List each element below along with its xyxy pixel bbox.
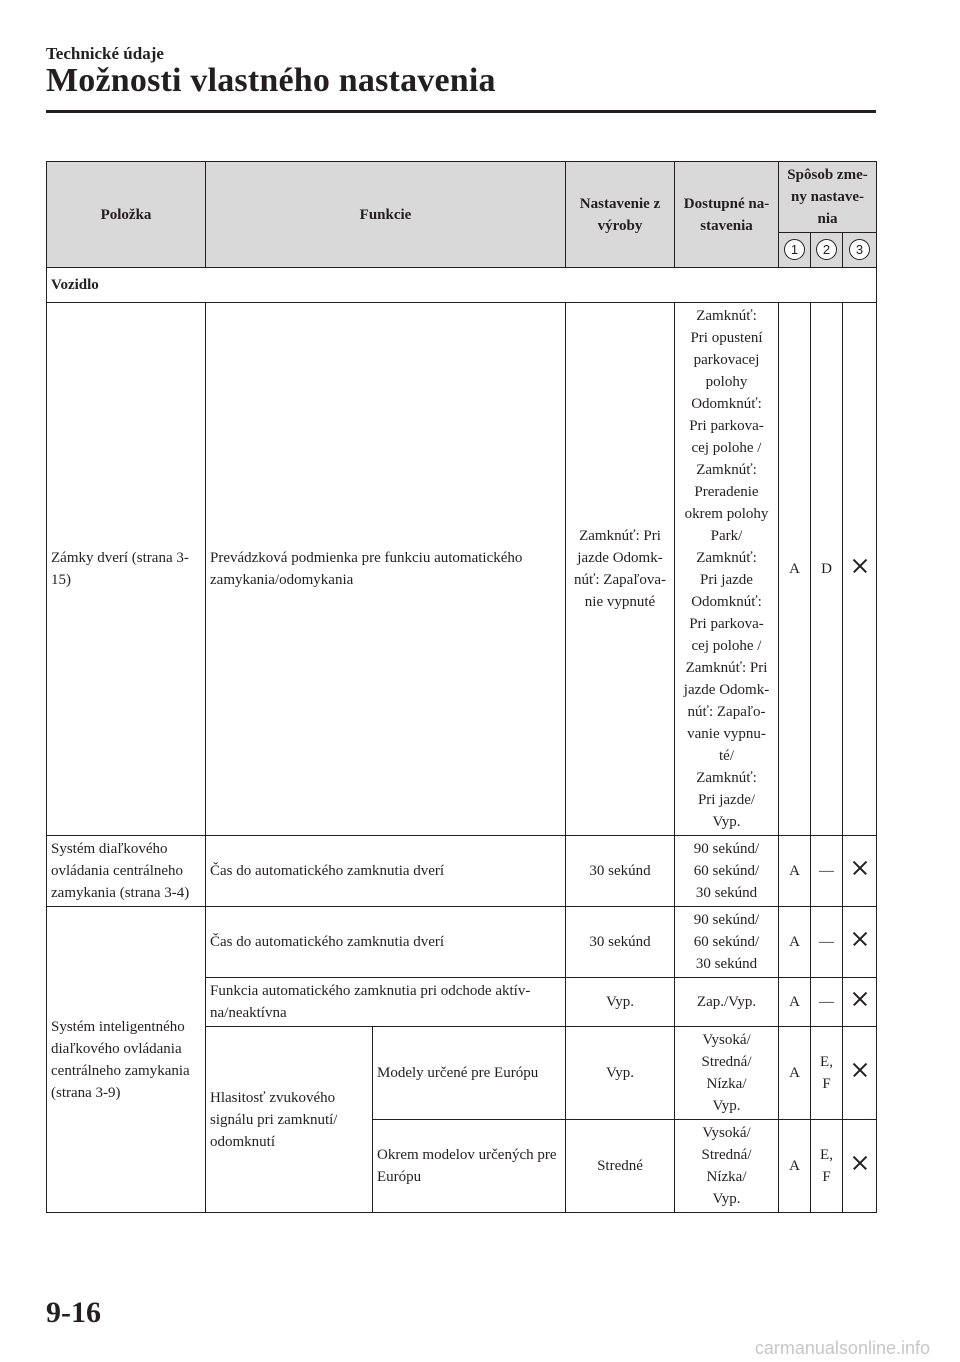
x-mark-icon	[852, 860, 868, 876]
available-line: 60 sekúnd/	[693, 863, 760, 879]
page-title: Možnosti vlastného nastavenia	[46, 62, 496, 99]
available-line: parkovacej	[693, 352, 760, 368]
col-header-method: Spôsob zme-ny nastave-nia	[779, 162, 877, 233]
available-line: Pri parkova-	[689, 616, 764, 632]
available-line: Zamknúť:	[696, 308, 757, 324]
method-2-cell: —	[811, 907, 843, 978]
function-group-cell: Hlasitosť zvukového signálu pri zamknutí/ odomknutí	[206, 1027, 373, 1213]
subfunction-cell: Okrem modelov určených pre Európu	[373, 1120, 566, 1213]
method-3-cell	[843, 907, 877, 978]
table-row	[47, 836, 877, 907]
available-line: jazde Odomk-	[683, 682, 770, 698]
method-1-cell: A	[779, 1120, 811, 1213]
factory-cell: Stredné	[566, 1120, 675, 1213]
available-line: Vyp.	[712, 1098, 741, 1114]
available-line: Zamknúť:	[696, 550, 757, 566]
available-cell	[675, 836, 779, 907]
available-line: Preradenie	[694, 484, 759, 500]
table-row	[47, 907, 877, 978]
circled-number-1-icon: 1	[784, 239, 805, 260]
page-number: 9-16	[46, 1296, 101, 1329]
category-vozidlo: Vozidlo	[47, 268, 877, 303]
method-2-cell: E, F	[811, 1027, 843, 1120]
available-line: Vyp.	[712, 814, 741, 830]
available-line: Pri parkova-	[689, 418, 764, 434]
col-header-function: Funkcie	[206, 162, 566, 268]
x-mark-icon	[852, 1062, 868, 1078]
x-mark-icon	[852, 558, 868, 574]
available-line: Zamknúť:	[696, 462, 757, 478]
available-line: cej polohe /	[691, 638, 762, 654]
item-cell: Systém inteligentného diaľkového ovládania centrálneho zamykania (strana 3-9)	[47, 907, 206, 1213]
available-line: Park/	[710, 528, 743, 544]
method-2-cell: D	[811, 303, 843, 836]
available-line: Zap./Vyp.	[696, 994, 757, 1010]
available-cell	[675, 978, 779, 1027]
item-cell: Zámky dverí (strana 3-15)	[47, 303, 206, 836]
available-line: 90 sekúnd/	[693, 841, 760, 857]
available-line: Odomknúť:	[691, 594, 762, 610]
col-header-step-3	[843, 233, 877, 268]
available-line: Zamknúť: Pri	[685, 660, 768, 676]
method-3-cell	[843, 1120, 877, 1213]
available-line: té/	[719, 748, 734, 764]
method-2-cell: E, F	[811, 1120, 843, 1213]
category-row	[47, 268, 877, 303]
function-cell: Funkcia automatického zamknutia pri odchode aktív-na/neaktívna	[206, 978, 566, 1027]
method-1-cell: A	[779, 907, 811, 978]
col-header-available: Dostupné na-stavenia	[675, 162, 779, 268]
available-line: Pri opustení	[690, 330, 763, 346]
available-line: 30 sekúnd	[695, 956, 758, 972]
function-cell: Čas do automatického zamknutia dverí	[206, 907, 566, 978]
customization-table	[46, 161, 877, 1213]
method-1-cell: A	[779, 303, 811, 836]
col-header-step-2	[811, 233, 843, 268]
available-line: Odomknúť:	[691, 396, 762, 412]
x-mark-icon	[852, 991, 868, 1007]
factory-cell: Vyp.	[566, 1027, 675, 1120]
available-line: polohy	[705, 374, 748, 390]
function-cell: Čas do automatického zamknutia dverí	[206, 836, 566, 907]
available-line: núť: Zapaľo-	[687, 704, 766, 720]
x-mark-icon	[852, 931, 868, 947]
available-line: Pri jazde/	[697, 792, 756, 808]
method-2-cell: —	[811, 836, 843, 907]
available-line: Vysoká/	[702, 1125, 751, 1141]
title-rule	[46, 110, 876, 113]
factory-cell: 30 sekúnd	[566, 907, 675, 978]
x-mark-icon	[852, 1155, 868, 1171]
method-1-cell: A	[779, 836, 811, 907]
method-1-cell: A	[779, 978, 811, 1027]
available-line: cej polohe /	[691, 440, 762, 456]
available-line: Pri jazde	[700, 572, 753, 588]
available-cell	[675, 303, 779, 836]
table-header-row	[47, 162, 877, 233]
available-line: 30 sekúnd	[695, 885, 758, 901]
available-line: Stredná/	[701, 1147, 752, 1163]
method-3-cell	[843, 978, 877, 1027]
method-3-cell	[843, 836, 877, 907]
available-line: Nízka/	[706, 1169, 747, 1185]
available-cell	[675, 1027, 779, 1120]
available-line: vanie vypnu-	[687, 726, 766, 742]
factory-cell: Zamknúť: Pri jazde Odomk-núť: Zapaľova-nie vypnuté	[566, 303, 675, 836]
method-1-cell: A	[779, 1027, 811, 1120]
function-cell: Prevádzková podmienka pre funkciu automatického zamykania/odomykania	[206, 303, 566, 836]
col-header-item: Položka	[47, 162, 206, 268]
circled-number-2-icon: 2	[816, 239, 837, 260]
subfunction-cell: Modely určené pre Európu	[373, 1027, 566, 1120]
method-3-cell	[843, 1027, 877, 1120]
available-line: Zamknúť:	[696, 770, 757, 786]
method-3-cell	[843, 303, 877, 836]
available-line: Stredná/	[701, 1054, 752, 1070]
available-line: Vyp.	[712, 1191, 741, 1207]
available-cell	[675, 907, 779, 978]
factory-cell: Vyp.	[566, 978, 675, 1027]
available-line: 60 sekúnd/	[693, 934, 760, 950]
table-row	[47, 303, 877, 836]
col-header-step-1	[779, 233, 811, 268]
factory-cell: 30 sekúnd	[566, 836, 675, 907]
watermark: carmanualsonline.info	[754, 1338, 930, 1358]
available-line: Vysoká/	[702, 1032, 751, 1048]
item-cell: Systém diaľkového ovládania centrálneho zamykania (strana 3-4)	[47, 836, 206, 907]
circled-number-3-icon: 3	[849, 239, 870, 260]
method-2-cell: —	[811, 978, 843, 1027]
section-label: Technické údaje	[46, 44, 164, 63]
available-line: okrem polohy	[684, 506, 769, 522]
available-cell	[675, 1120, 779, 1213]
available-line: 90 sekúnd/	[693, 912, 760, 928]
col-header-factory: Nastavenie z výroby	[566, 162, 675, 268]
available-line: Nízka/	[706, 1076, 747, 1092]
